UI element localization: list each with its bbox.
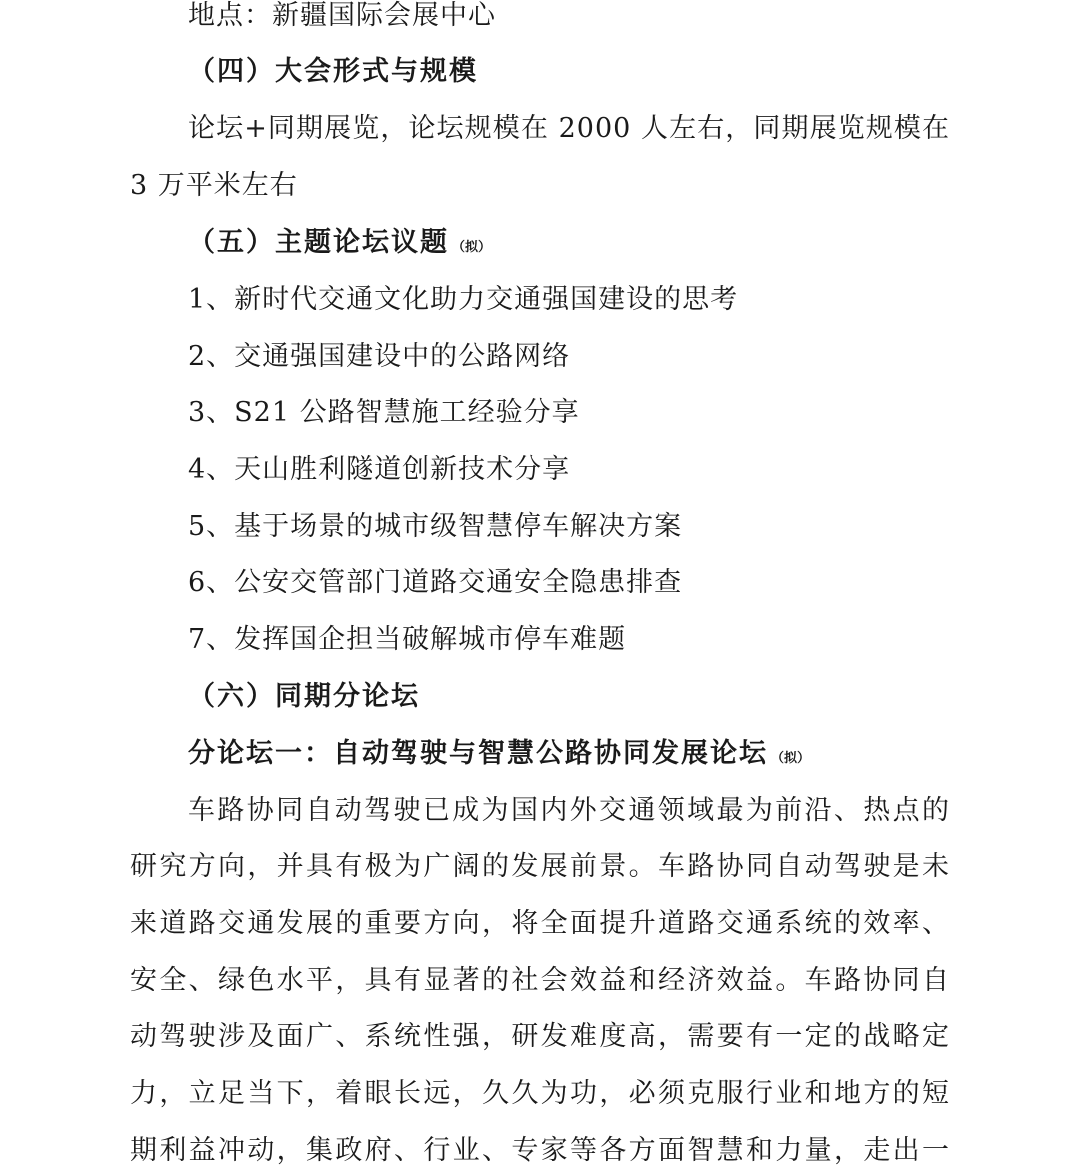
section6-heading: （六）同期分论坛 [188,681,420,712]
paragraph-line: 动驾驶涉及面广、系统性强，研发难度高，需要有一定的战略定 [130,1021,950,1052]
paragraph-line: 期利益冲动，集政府、行业、专家等各方面智慧和力量，走出一 [130,1135,950,1166]
paragraph-line: 研究方向，并具有极为广阔的发展前景。车路协同自动驾驶是未 [130,851,950,882]
subforum-title-note: （拟） [771,751,811,766]
list-item: 4、天山胜利隧道创新技术分享 [188,454,571,485]
list-item: 6、公安交管部门道路交通安全隐患排查 [188,567,683,598]
paragraph-line: 来道路交通发展的重要方向，将全面提升道路交通系统的效率、 [130,908,950,939]
list-item: 7、发挥国企担当破解城市停车难题 [188,624,627,655]
section4-para-line-1: 论坛+同期展览，论坛规模在 2000 人左右，同期展览规模在 [188,113,950,144]
paragraph-line: 力，立足当下，着眼长远，久久为功，必须克服行业和地方的短 [130,1078,950,1109]
section4-para-line-2: 3 万平米左右 [130,170,298,201]
subforum-title [188,738,810,775]
list-item: 2、交通强国建设中的公路网络 [188,341,571,372]
list-item: 5、基于场景的城市级智慧停车解决方案 [188,511,683,542]
section5-heading-text: （五）主题论坛议题 [188,227,449,258]
section5-heading-note: （拟） [452,240,492,255]
list-item: 3、S21 公路智慧施工经验分享 [188,397,580,428]
paragraph-line: 安全、绿色水平，具有显著的社会效益和经济效益。车路协同自 [130,965,950,996]
list-item: 1、新时代交通文化助力交通强国建设的思考 [188,284,739,315]
subforum-title-text: 分论坛一：自动驾驶与智慧公路协同发展论坛 [188,738,768,769]
location-line: 地点：新疆国际会展中心 [188,0,496,31]
section4-heading: （四）大会形式与规模 [188,56,478,87]
section5-heading [188,227,491,264]
paragraph-line: 车路协同自动驾驶已成为国内外交通领域最为前沿、热点的 [188,795,950,826]
